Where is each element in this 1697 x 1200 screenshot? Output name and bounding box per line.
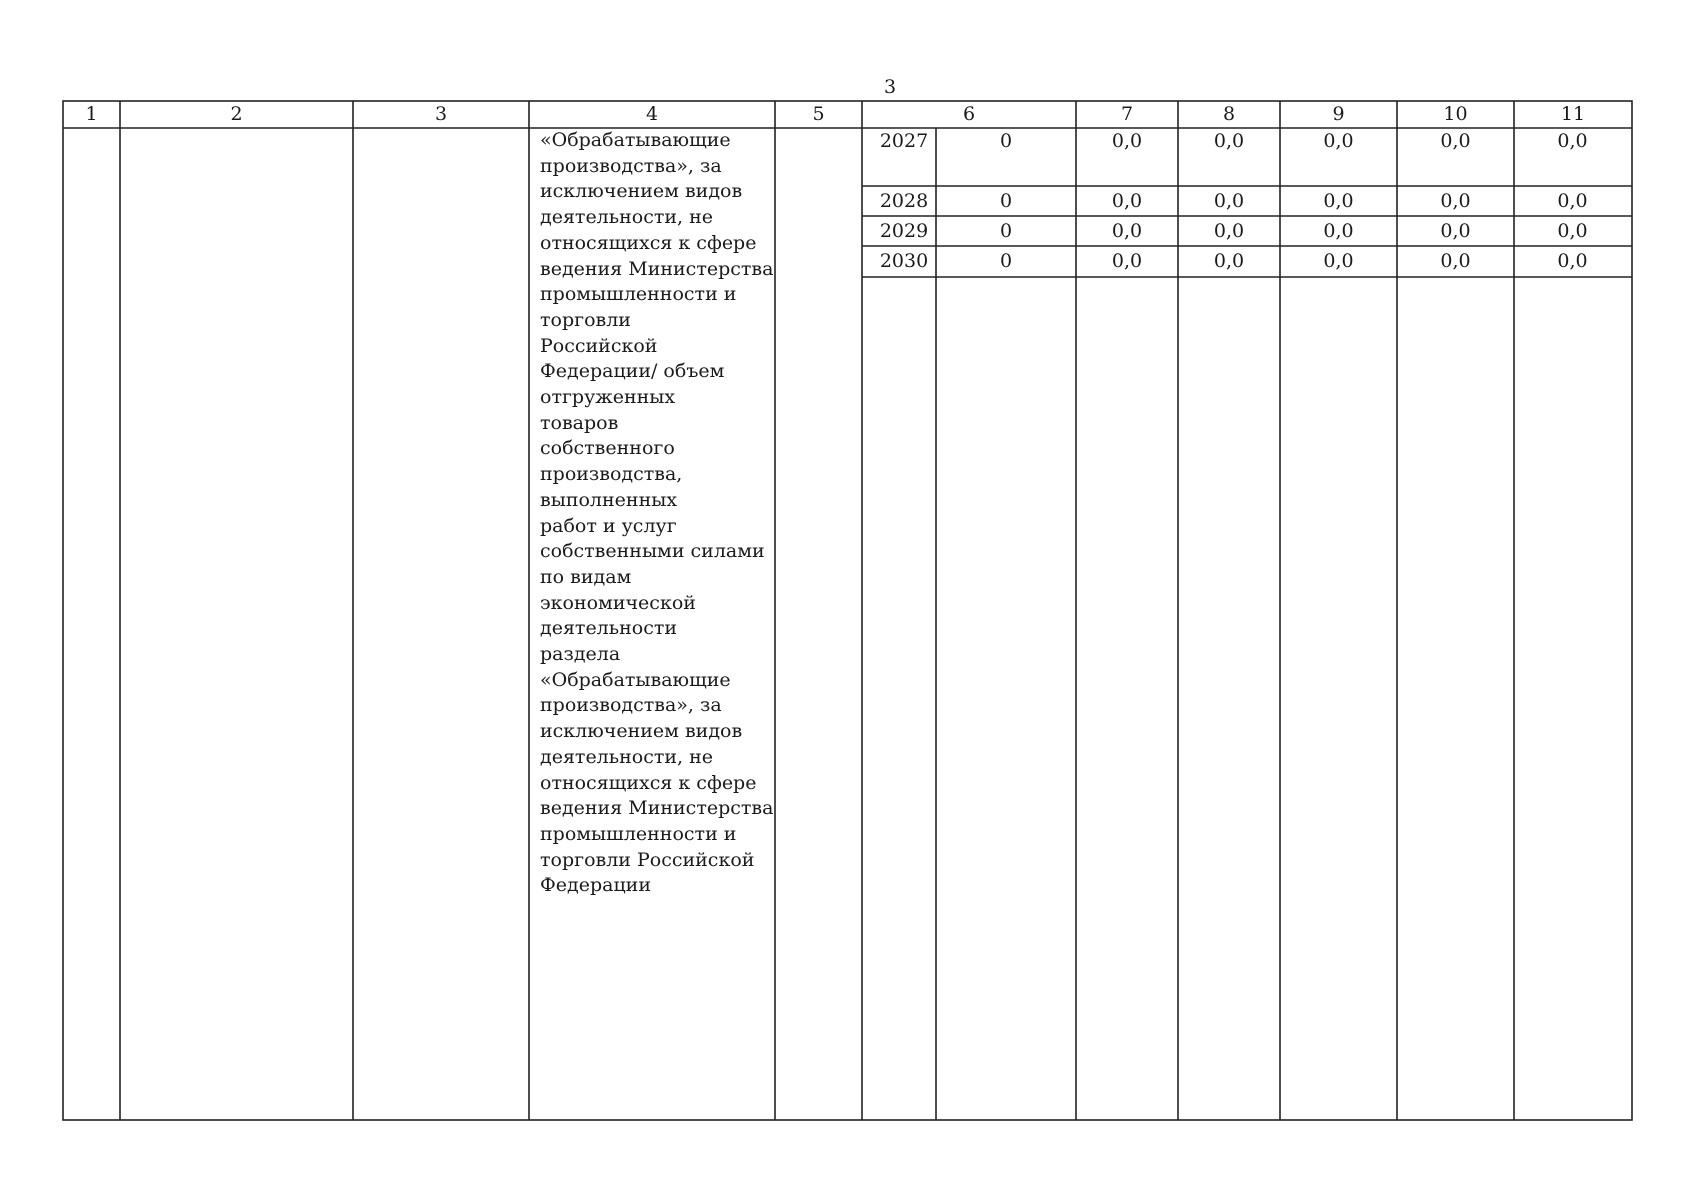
header-col-3: 3 <box>434 103 448 125</box>
value-cell: 0 <box>999 220 1013 242</box>
indicator-line: деятельности, не <box>540 745 714 768</box>
value-cell: 0,0 <box>1111 190 1143 212</box>
indicator-description <box>540 128 780 899</box>
indicator-line: производства, <box>540 463 683 486</box>
indicator-line: относящихся к сфере <box>540 771 757 794</box>
value-cell: 0 <box>999 250 1013 272</box>
indicator-line: деятельности <box>540 617 678 640</box>
page-number: 3 <box>883 76 897 98</box>
header-col-4: 4 <box>645 103 659 125</box>
indicator-line: раздела <box>540 643 621 666</box>
indicator-line: производства», за <box>540 154 722 177</box>
indicator-line: относящихся к сфере <box>540 231 757 254</box>
indicator-line: промышленности и <box>540 283 737 306</box>
indicator-line: исключением видов <box>540 720 743 743</box>
value-cell: 0,0 <box>1440 220 1471 242</box>
header-col-5: 5 <box>812 103 825 125</box>
indicator-line: ведения Министерства <box>540 797 774 820</box>
indicator-line: промышленности и <box>540 822 737 845</box>
indicator-line: торговли <box>540 308 631 331</box>
value-cell: 0 <box>999 190 1013 212</box>
value-cell: 0,0 <box>1557 220 1588 242</box>
header-col-10: 10 <box>1443 103 1468 125</box>
value-cell: 0,0 <box>1557 250 1588 272</box>
value-cell: 0,0 <box>1213 190 1245 212</box>
value-cell: 0,0 <box>1323 190 1354 212</box>
value-cell: 0,0 <box>1111 130 1143 152</box>
year-cell: 2029 <box>879 220 929 242</box>
indicator-line: работ и услуг <box>540 514 677 537</box>
indicator-line: выполненных <box>540 488 678 511</box>
indicator-line: Федерации <box>540 874 651 897</box>
header-col-7: 7 <box>1120 103 1134 125</box>
indicator-line: собственными силами <box>540 540 765 563</box>
indicator-line: деятельности, не <box>540 206 714 229</box>
year-cell: 2027 <box>879 130 929 152</box>
header-col-2: 2 <box>230 103 243 125</box>
header-col-6: 6 <box>962 103 976 125</box>
indicator-line: исключением видов <box>540 180 743 203</box>
value-cell: 0,0 <box>1557 130 1588 152</box>
value-cell: 0,0 <box>1557 190 1588 212</box>
value-cell: 0,0 <box>1323 250 1354 272</box>
indicator-line: ведения Министерства <box>540 257 774 280</box>
value-cell: 0,0 <box>1440 130 1471 152</box>
indicator-line: Российской <box>540 334 658 357</box>
value-cell: 0,0 <box>1440 250 1471 272</box>
value-cell: 0,0 <box>1323 130 1354 152</box>
value-cell: 0,0 <box>1213 250 1245 272</box>
value-cell: 0,0 <box>1111 250 1143 272</box>
indicator-line: «Обрабатывающие <box>540 668 731 691</box>
value-cell: 0 <box>999 130 1013 152</box>
indicator-line: торговли Российской <box>540 848 755 871</box>
indicator-line: собственного <box>540 437 675 460</box>
indicator-line: по видам <box>540 565 632 588</box>
header-col-8: 8 <box>1222 103 1236 125</box>
header-col-9: 9 <box>1332 103 1345 125</box>
indicator-line: Федерации/ объем <box>540 360 725 383</box>
header-col-11: 11 <box>1560 103 1586 125</box>
value-cell: 0,0 <box>1213 130 1245 152</box>
indicator-line: товаров <box>540 411 619 434</box>
value-cell: 0,0 <box>1111 220 1143 242</box>
indicator-line: производства», за <box>540 694 722 717</box>
indicator-line: экономической <box>540 591 696 614</box>
value-cell: 0,0 <box>1213 220 1245 242</box>
header-col-1: 1 <box>85 103 98 125</box>
value-cell: 0,0 <box>1440 190 1471 212</box>
indicator-line: «Обрабатывающие <box>540 129 731 151</box>
indicator-line: отгруженных <box>540 386 676 409</box>
value-cell: 0,0 <box>1323 220 1354 242</box>
year-cell: 2028 <box>879 190 929 212</box>
year-cell: 2030 <box>879 250 929 272</box>
